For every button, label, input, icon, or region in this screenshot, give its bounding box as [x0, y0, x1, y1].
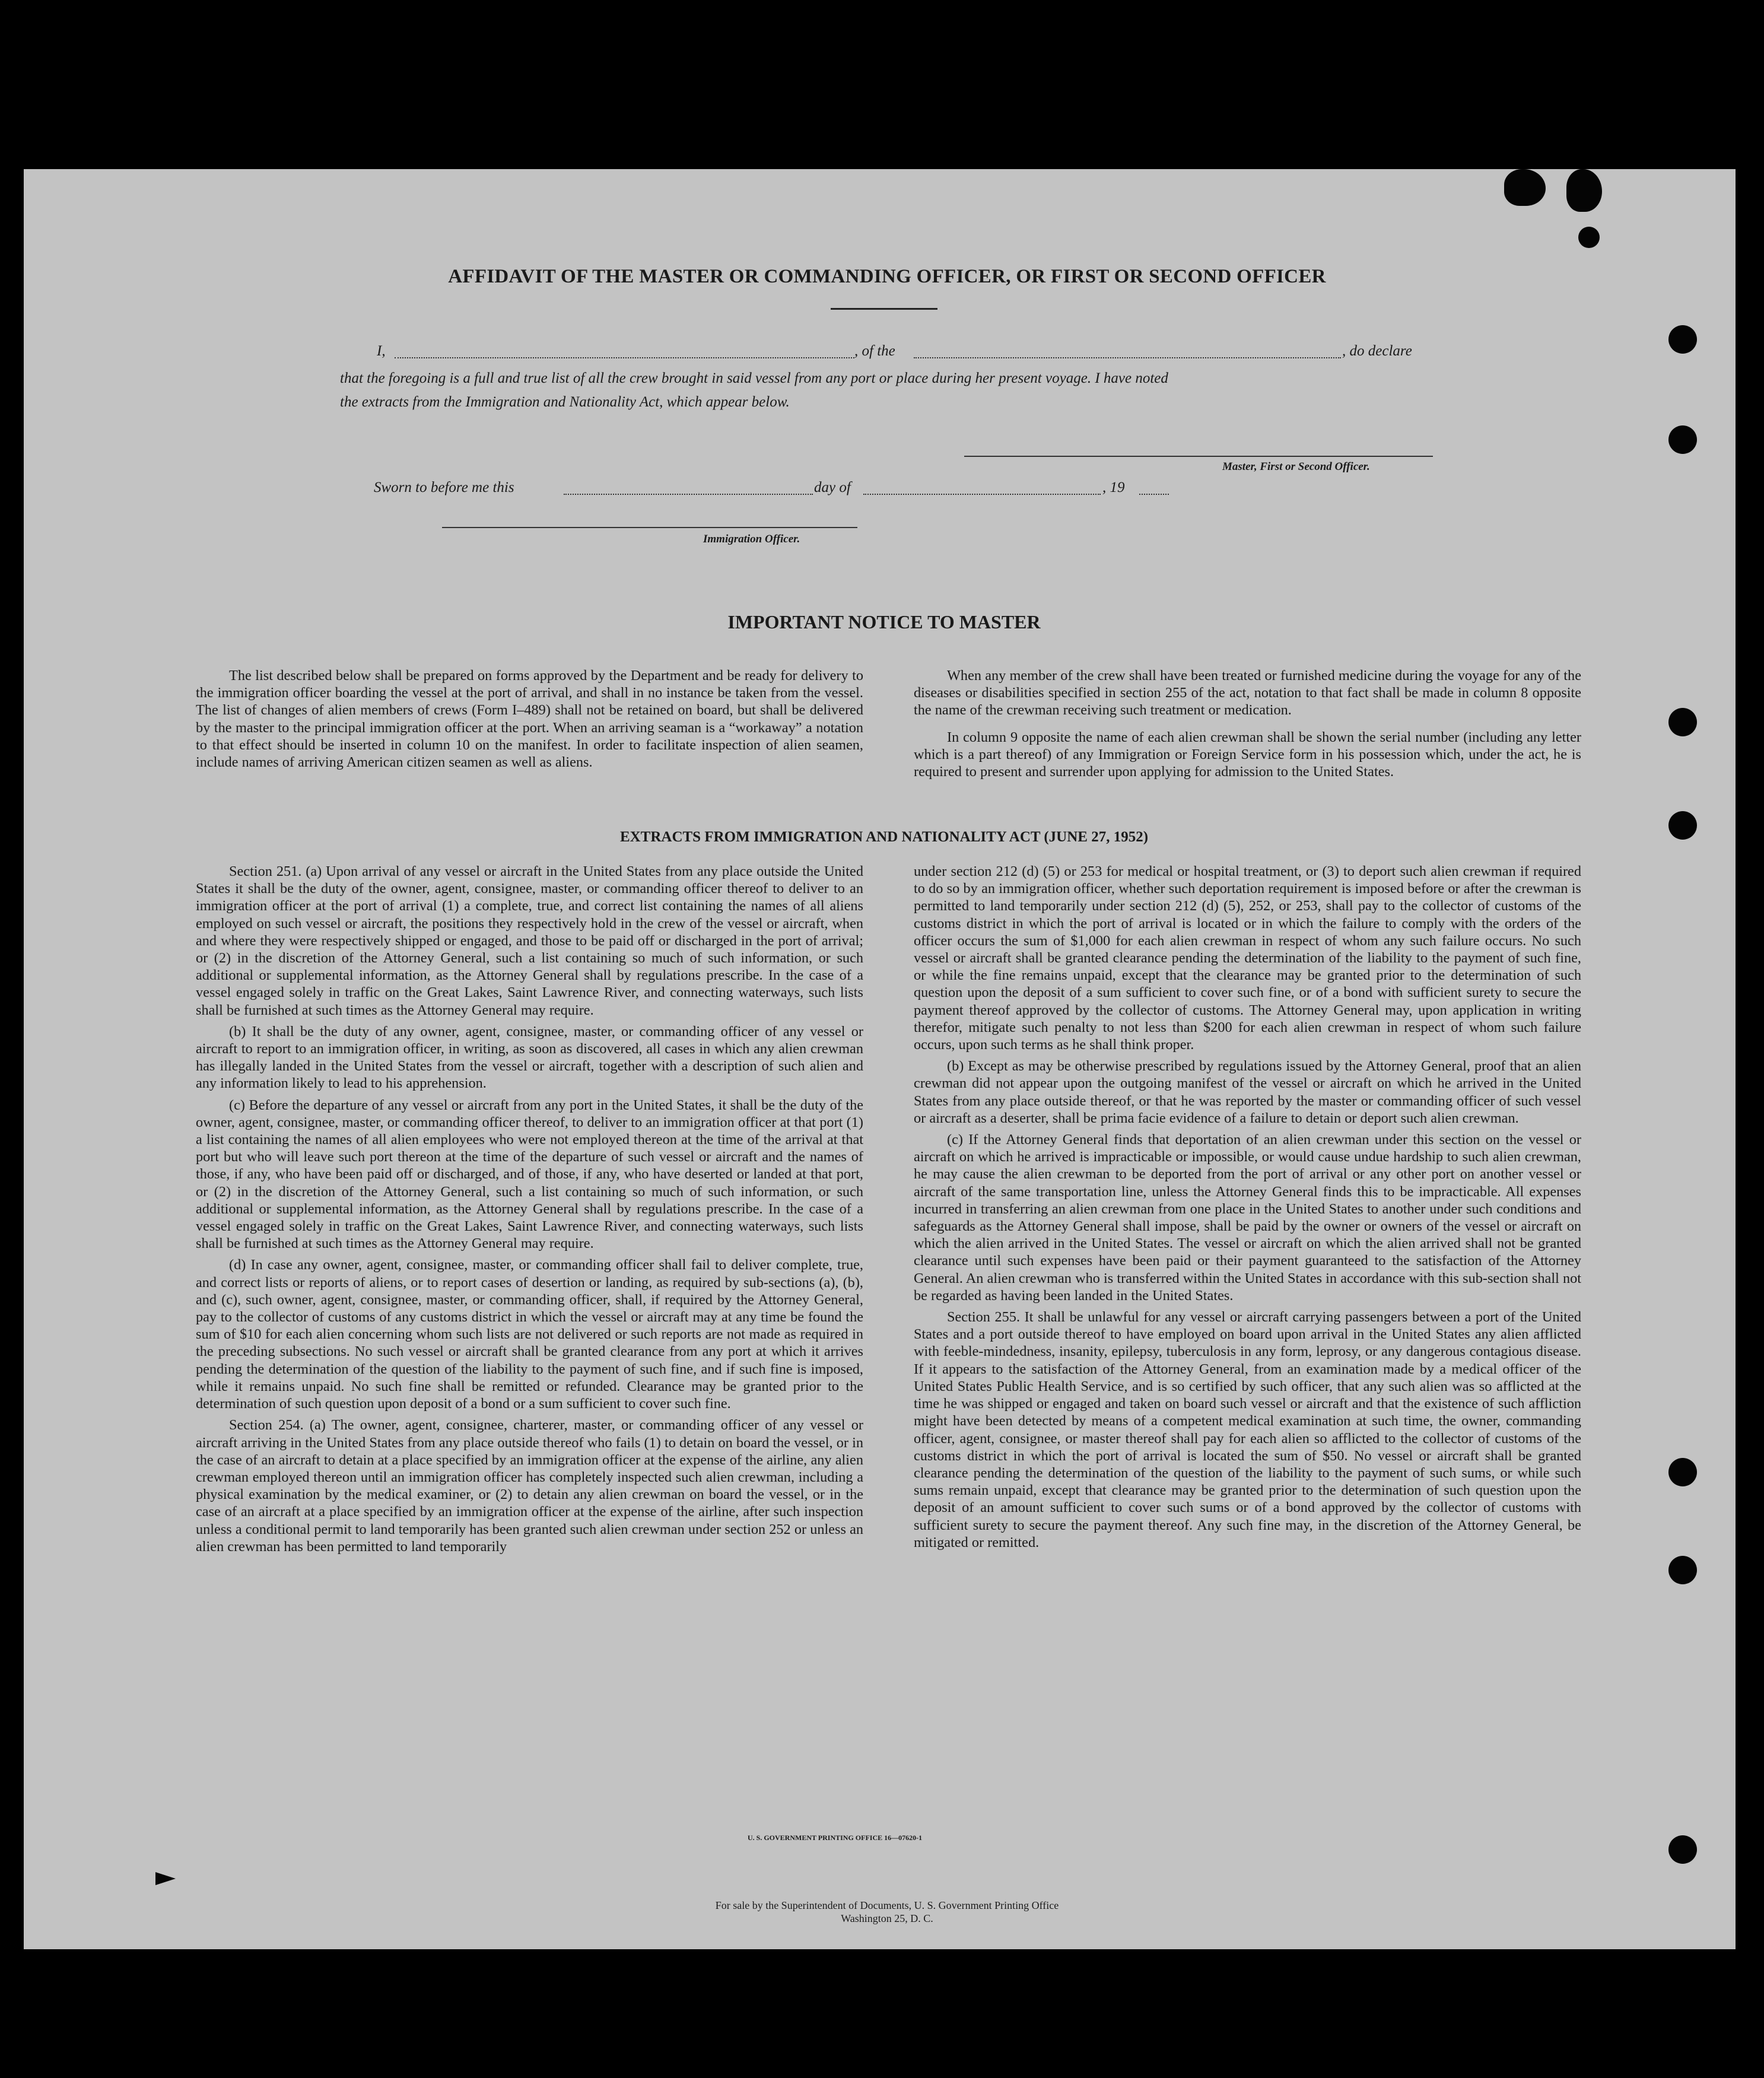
binder-hole-icon	[1578, 227, 1600, 248]
sale-line-2: Washington 25, D. C.	[841, 1912, 933, 1924]
notice-paragraph: In column 9 opposite the name of each alien crewman shall be shown the serial number (including any letter which is a part thereof) of any Immigration or Foreign Service form in his possession which, under the act, he is required to present and surrender upon applying for admission to the United States.	[914, 729, 1581, 780]
notice-right-column	[914, 667, 1581, 822]
statute-paragraph: under section 212 (d) (5) or 253 for medical or hospital treatment, or (3) to deport such alien crewman if required to do so by an immigration officer, whether such deportation requirement is imposed before or after the crewman is permitted to land temporarily under section 212 (d) (5), 252, or 253, shall pay to the collector of customs of the customs district in which the port of arrival is located or in which the failure to comply with the orders of the officer occurs the sum of $1,000 for each alien crewman in respect of whom any such failure occurs. No such vessel or aircraft shall be granted clearance pending the determination of the liability to the payment of such fine, or while the fine remains unpaid, except that the clearance may be granted prior to the determination of such question upon the deposit of a sum sufficient to cover such fine, or of a bond with sufficient surety to secure the payment thereof approved by the collector of customs. The Attorney General may, upon application in writing therefor, mitigate such penalty to not less than $200 for each alien crewman in respect of whom such failure occurs, upon such terms as he shall think proper.	[914, 863, 1581, 1053]
master-signature-line[interactable]	[964, 456, 1433, 457]
statute-paragraph: (d) In case any owner, agent, consignee, master, or commanding officer shall fail to deliver complete, true, and correct lists or reports of aliens, or to report cases of desertion or landing, as required by sub-sections (a), (b), and (c), such owner, agent, consignee, master, or commanding officer, shall, if required by the Attorney General, pay to the collector of customs of any customs district in which the vessel or aircraft may at any time be found the sum of $10 for each alien concerning whom such lists are not delivered or such reports are not made as required in the preceding subsections. No such vessel or aircraft shall be granted clearance from any port at which it arrives pending the determination of the question of the liability to the payment of such fine, and if such fine is imposed, while it remains unpaid. No such fine shall be remitted or refunded. Clearance may be granted prior to the determination of such question upon deposit of a bond or a sum sufficient to cover such fine.	[196, 1257, 863, 1412]
notice-paragraph: The list described below shall be prepared on forms approved by the Department and be ready for delivery to the immigration officer boarding the vessel at the port of arrival, and shall in no instance be taken from the vessel. The list of changes of alien members of crews (Form I–489) shall not be retained on board, but shall be delivered by the master to the principal immigration officer at the port. When an arriving seaman is a “workaway” a notation to that effect should be inserted in column 10 on the manifest. In order to facilitate inspection of alien seamen, include names of arriving American citizen seamen as well as aliens.	[196, 668, 863, 771]
sworn-day-field[interactable]	[564, 494, 813, 495]
sworn-month-field[interactable]	[863, 494, 1101, 495]
affidavit-title: AFFIDAVIT OF THE MASTER OR COMMANDING OFFICER, OR FIRST OR SECOND OFFICER	[448, 266, 1326, 287]
vessel-blank-field[interactable]	[914, 357, 1341, 358]
gpo-imprint: U. S. GOVERNMENT PRINTING OFFICE 16—07620-1	[748, 1834, 923, 1842]
statute-paragraph: (b) It shall be the duty of any owner, agent, consignee, master, or commanding officer of any vessel or aircraft to report to an immigration officer, in writing, as soon as discovered, all cases in which any alien crewman has illegally landed in the United States from the vessel or aircraft, together with a description of such alien and any information likely to lead to his apprehension.	[196, 1023, 863, 1092]
binder-hole-icon	[1668, 708, 1697, 736]
year-label: , 19	[1102, 479, 1125, 495]
statute-paragraph: (c) If the Attorney General finds that deportation of an alien crewman under this section on the vessel or aircraft on which he arrived is impracticable or impossible, or would cause undue hardship to such alien crewman, he may cause the alien crewman to be deported from the port of arrival or any other port on another vessel or aircraft of the same transportation line, unless the Attorney General finds this to be impracticable. All expenses incurred in transferring an alien crewman from one place in the United States to another under such conditions and safeguards as the Attorney General shall impose, shall be paid by the owner or owners of the vessel or aircraft on which the alien arrived in the United States. The vessel or aircraft on which the alien arrived shall not be granted clearance until such expenses have been paid or their payment guaranteed to the satisfaction of the Attorney General. An alien crewman who is transferred within the United States in accordance with this sub-section shall not be regarded as having been landed in the United States.	[914, 1132, 1581, 1304]
ink-blot	[1566, 169, 1602, 212]
declaration-line-3: the extracts from the Immigration and Nationality Act, which appear below.	[340, 394, 790, 410]
sale-line-1: For sale by the Superintendent of Documents, U. S. Government Printing Office	[715, 1899, 1059, 1911]
notice-paragraph: When any member of the crew shall have been treated or furnished medicine during the voyage for any of the diseases or disabilities specified in section 255 of the act, notation to that fact shall be made in column 8 opposite the name of the crewman receiving such treatment or medication.	[914, 668, 1581, 719]
statute-paragraph: (b) Except as may be otherwise prescribed by regulations issued by the Attorney General, proof that an alien crewman did not appear upon the outgoing manifest of the vessel or aircraft on which he arrived in the United States from any place outside thereof, or that he was reported by the master or commanding officer of such vessel or aircraft as a deserter, shall be prima facie evidence of a failure to detain or deport such alien crewman.	[914, 1058, 1581, 1126]
extracts-right-column	[914, 863, 1581, 1824]
declaration-line-2: that the foregoing is a full and true list of all the crew brought in said vessel from any port or place during her present voyage. I have noted	[340, 370, 1168, 386]
extracts-left-column	[196, 863, 863, 1824]
name-blank-field[interactable]	[395, 357, 854, 358]
binder-hole-icon	[1668, 1556, 1697, 1584]
master-signature-label: Master, First or Second Officer.	[1222, 460, 1370, 473]
extracts-title: EXTRACTS FROM IMMIGRATION AND NATIONALITY ACT (JUNE 27, 1952)	[619, 829, 1149, 845]
title-divider	[831, 308, 937, 310]
statute-paragraph: Section 251. (a) Upon arrival of any vessel or aircraft in the United States from any place outside the United States it shall be the duty of the owner, agent, consignee, master, or commanding officer thereof to deliver to an immigration officer at the port of arrival (1) a complete, true, and correct list containing the names of all aliens employed on such vessel or aircraft, the positions they respectively hold in the crew of the vessel or aircraft, when and where they were respectively shipped or engaged, and those to be paid off or discharged in the port of arrival; or (2) in the discretion of the Attorney General, such a list containing so much of such information, or such additional or supplemental information, as the Attorney General shall by regulations prescribe. In the case of a vessel engaged solely in traffic on the Great Lakes, Saint Lawrence River, and connecting waterways, such lists shall be furnished at such times as the Attorney General may require.	[196, 863, 863, 1018]
declaration-i: I,	[377, 343, 386, 359]
binder-hole-icon	[1668, 811, 1697, 840]
officer-signature-line[interactable]	[442, 527, 857, 528]
sworn-label: Sworn to before me this	[374, 479, 514, 495]
statute-paragraph: Section 254. (a) The owner, agent, consignee, charterer, master, or commanding officer of any vessel or aircraft arriving in the United States from any place outside thereof who fails (1) to detain on board the vessel, or in the case of an aircraft to detain at a place specified by an immigration officer at the expense of the airline, any alien crewman employed thereon until an immigration officer has completely inspected such alien crewman, including a physical examination by the medical examiner, or (2) to detain any alien crewman on board the vessel, or in the case of an aircraft at a place specified by an immigration officer at the expense of the airline, after such inspection unless a conditional permit to land temporarily has been granted such alien crewman under section 252 or unless an alien crewman has been permitted to land temporarily	[196, 1417, 863, 1555]
notice-left-column	[196, 667, 863, 815]
binder-hole-icon	[1668, 1835, 1697, 1864]
sale-notice	[605, 1899, 1169, 1925]
declaration-of-the: , of the	[854, 343, 895, 359]
binder-hole-icon	[1668, 425, 1697, 454]
day-of-label: day of	[814, 479, 851, 495]
arrow-marker-icon	[155, 1872, 176, 1885]
sworn-year-field[interactable]	[1139, 494, 1169, 495]
statute-paragraph: Section 255. It shall be unlawful for any vessel or aircraft carrying passengers between a port of the United States and a port outside thereof to have employed on board upon arrival in the United States any alien afflicted with feeble-mindedness, insanity, epilepsy, tuberculosis in any form, leprosy, or any dangerous contagious disease. If it appears to the satisfaction of the Attorney General, from an examination made by a medical officer of the United States Public Health Service, and is so certified by such officer, that any such alien was so afflicted at the time he was shipped or engaged and taken on board such vessel or aircraft and that the existence of such affliction might have been detected by means of a competent medical examination at such time, the owner, commanding officer, agent, consignee, or master thereof shall pay for each alien so afflicted to the collector of customs of the customs district in which the port of arrival is located the sum of $50. No vessel or aircraft shall be granted clearance pending the determination of the question of the liability to the payment of such sums, or while such sums remain unpaid, except that clearance may be granted prior to the determination of such question upon the deposit of an amount sufficient to cover such sums or of a bond approved by the collector of customs with sufficient surety to secure the payment thereof. Any such fine may, in the discretion of the Attorney General, be mitigated or remitted.	[914, 1309, 1581, 1550]
binder-hole-icon	[1668, 325, 1697, 354]
declaration-do-declare: , do declare	[1342, 343, 1412, 359]
statute-paragraph: (c) Before the departure of any vessel or aircraft from any port in the United States, it shall be the duty of the owner, agent, consignee, master, or commanding officer thereof, to deliver to an immigration officer at that port (1) a list containing the names of all alien employees who were not employed thereon at the time of the arrival at that port but who will leave such port thereon at the time of the departure of such vessel or aircraft and the names of those, if any, who have been paid off or discharged, and of those, if any, who have deserted or landed at that port, or (2) in the discretion of the Attorney General, such a list containing so much of such information, or such additional or supplemental information, as the Attorney General shall by regulations prescribe. In the case of a vessel engaged solely in traffic on the Great Lakes, Saint Lawrence River, and connecting waterways, such lists shall be furnished at such times as the Attorney General may require.	[196, 1097, 863, 1252]
officer-signature-label: Immigration Officer.	[703, 533, 800, 545]
notice-title: IMPORTANT NOTICE TO MASTER	[727, 611, 1041, 633]
ink-blot	[1504, 169, 1546, 206]
binder-hole-icon	[1668, 1458, 1697, 1486]
